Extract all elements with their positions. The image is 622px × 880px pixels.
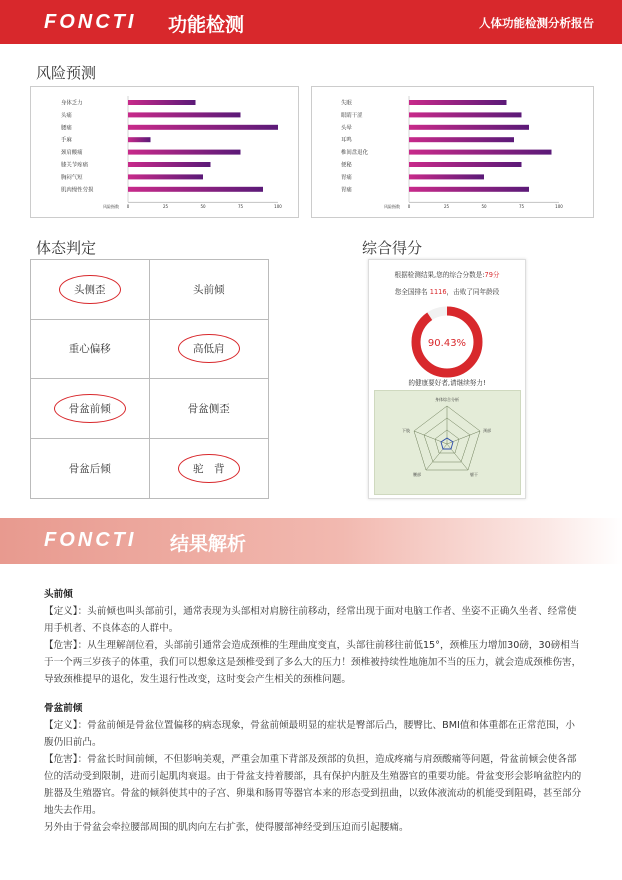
bar [128, 174, 203, 179]
category-label: 身体乏力 [61, 100, 83, 107]
bar [128, 162, 211, 167]
radar-label-left: 下肢 [402, 428, 410, 433]
posture-cell [150, 439, 269, 499]
comment-line: 的健康要好者,请继续努力! [408, 379, 486, 387]
bar [409, 187, 529, 192]
bar [409, 137, 514, 142]
x-axis-label: 风险指数 [384, 204, 400, 210]
risk-chart-right [311, 86, 594, 218]
posture-grid [30, 259, 269, 499]
posture-cell [31, 439, 150, 499]
bar [409, 100, 507, 105]
x-tick-label: 75 [237, 204, 244, 210]
radar-panel [374, 390, 521, 495]
score-value: 79分 [484, 271, 500, 279]
posture-label: 骨盆前倾 [54, 394, 126, 423]
banner-brand-logo: FONCTI [44, 529, 137, 551]
risk-bar-chart-2 [312, 87, 593, 217]
radar-chart [375, 391, 520, 494]
percent-ring [409, 304, 485, 380]
category-label: 胃痛 [341, 187, 352, 194]
rank-label: 您全国排名 [394, 288, 428, 296]
bar [409, 162, 522, 167]
posture-cell [150, 260, 269, 320]
analysis-item-title: 骨盆前倾 [44, 703, 83, 714]
rank-line [369, 286, 525, 296]
posture-cell [31, 379, 150, 439]
posture-section-title: 体态判定 [36, 239, 97, 257]
bar [128, 150, 241, 155]
x-tick-label: 50 [200, 204, 206, 210]
x-axis-label: 风险指数 [103, 204, 119, 210]
risk-chart-left [30, 86, 299, 218]
x-tick-label: 0 [407, 204, 411, 210]
posture-cell [150, 320, 269, 380]
radar-label-top: 身体综合分析 [435, 397, 459, 402]
bar [409, 125, 529, 130]
analysis-harm: 【危害】：从生理解剖位看，头部前引通常会造成颈椎的生理曲度变直，头部往前移往前低15°，颈椎压力增加30磅，30磅相当于一个两三岁孩子的体重，我们可以想象这是颈椎受到了多么大的压力！颈椎被持续性地施加不当的压力，就会造成颈椎伤害，导致颈椎提早的退化，发生退行性改变，这时变会产生相关的颈椎问题。 [44, 640, 582, 685]
risk-bar-chart-1 [31, 87, 298, 217]
score-line [369, 269, 525, 279]
page-title: 功能检测 [168, 14, 245, 36]
x-tick-label: 75 [518, 204, 525, 210]
percent-text: 90.43% [427, 338, 467, 349]
analysis-harm: 【危害】：骨盆长时间前倾，不但影响美观，严重会加重下背部及颈部的负担，造成疼痛与肩颈酸痛等问题，骨盆前倾会使各部位的活动受到限制，进而引起肌肉衰退。由于骨盆支持着腰部，具有保护内脏及生殖器官的重要功能。骨盆变形会影响盆腔内的脏器及生殖器官。骨盆的倾斜使其中的子宫、卵巢和肠胃等器官本来的形态受到扭曲，以致体液流动的机能受到阻碍，甚至部分地失去作用。 [44, 754, 582, 816]
category-label: 颈肩酸痛 [61, 150, 83, 157]
score-label: 根据检测结果,您的综合分数是: [394, 271, 485, 279]
x-tick-label: 100 [274, 204, 282, 210]
category-label: 眼睛干涩 [341, 112, 363, 119]
radar-label-bottom-left: 腰部 [413, 472, 421, 477]
bar [128, 112, 241, 117]
analysis-extra: 另外由于骨盆会牵拉腰部周围的肌肉向左右扩张，使得腰部神经受到压迫而引起腰痛。 [44, 822, 409, 833]
brand-logo: FONCTI [44, 11, 137, 33]
bar [409, 150, 552, 155]
report-title: 人体功能检测分析报告 [479, 16, 594, 30]
analysis-definition: 【定义】：头前倾也叫头部前引，通常表现为头部相对肩膀往前移动，经常出现于面对电脑工作者、坐姿不正确久坐者、经常使用手机者、不良体态的人群中。 [44, 606, 577, 634]
category-label: 椎间盘退化 [341, 150, 368, 157]
radar-label-bottom-right: 躯干 [470, 472, 478, 477]
category-label: 失眠 [341, 100, 352, 107]
category-label: 手麻 [61, 137, 72, 144]
x-tick-label: 50 [481, 204, 487, 210]
analysis-item-pelvis-forward [44, 700, 582, 836]
posture-label: 骨盆侧歪 [187, 402, 230, 415]
analysis-definition: 【定义】：骨盆前倾是骨盆位置偏移的病态现象，骨盆前倾最明显的症状是臀部后凸，腰臀比、BMI值和体重都在正常范围，小腹仍旧前凸。 [44, 720, 575, 748]
category-label: 胃痛 [341, 174, 352, 181]
x-tick-label: 100 [555, 204, 563, 210]
bar [128, 137, 151, 142]
bar [409, 174, 484, 179]
bar [128, 125, 278, 130]
x-tick-label: 0 [126, 204, 130, 210]
rank-value: 1116 [429, 288, 447, 296]
score-card [368, 259, 526, 499]
bar [409, 112, 522, 117]
category-label: 便秘 [341, 162, 352, 169]
banner-title: 结果解析 [170, 533, 247, 555]
posture-label: 重心偏移 [68, 343, 111, 356]
category-label: 胸闷气短 [61, 174, 83, 181]
category-label: 耳鸣 [341, 137, 352, 144]
posture-label: 头侧歪 [59, 275, 121, 304]
posture-label: 头前倾 [193, 283, 225, 296]
score-section-title: 综合得分 [362, 239, 423, 257]
category-label: 头痛 [61, 112, 72, 119]
radar-label-right: 颈部 [483, 428, 491, 433]
analysis-item-head-forward [44, 586, 582, 688]
posture-label: 骨盆后倾 [68, 462, 111, 475]
x-tick-label: 25 [162, 204, 169, 210]
x-tick-label: 25 [443, 204, 450, 210]
posture-cell [31, 320, 150, 380]
category-label: 腰痛 [61, 125, 72, 132]
category-label: 膝关节疼痛 [61, 162, 88, 169]
rank-suffix: ，击败了同年龄段 [446, 288, 500, 296]
analysis-item-title: 头前倾 [44, 589, 73, 600]
category-label: 头晕 [341, 125, 352, 132]
risk-section-title: 风险预测 [36, 64, 97, 82]
category-label: 肌肉慢性劳损 [61, 187, 94, 194]
bar [128, 187, 263, 192]
posture-label: 高低肩 [178, 334, 240, 363]
posture-label: 驼 背 [178, 454, 240, 483]
bar [128, 100, 196, 105]
posture-cell [31, 260, 150, 320]
posture-cell [150, 379, 269, 439]
